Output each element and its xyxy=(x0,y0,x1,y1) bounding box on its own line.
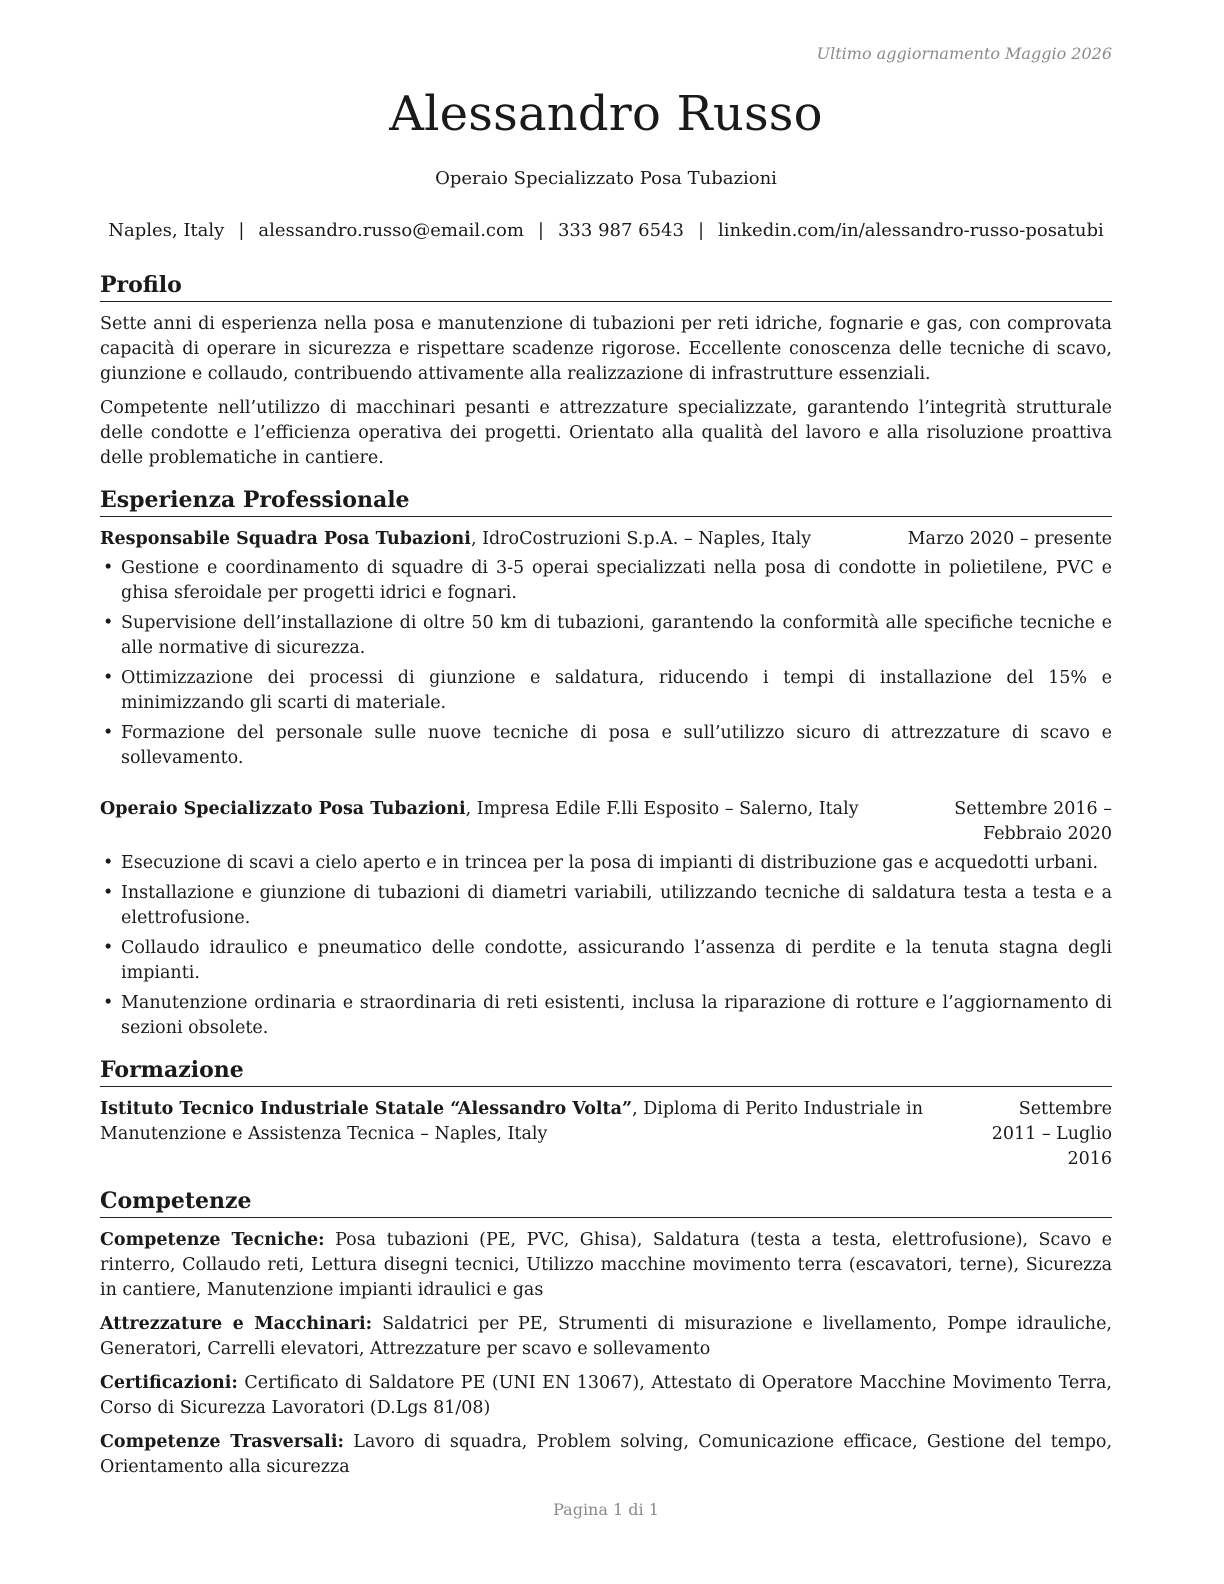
skill-group xyxy=(100,1312,1112,1362)
list-item: • Installazione e giunzione di tubazioni di diametri variabili, utilizzando tecniche di saldatura testa a testa e a elettrofusione. xyxy=(100,881,1112,931)
job-bullets xyxy=(100,851,1112,1041)
contact-email[interactable]: alessandro.russo@email.com xyxy=(258,220,524,241)
skill-group xyxy=(100,1430,1112,1480)
education-entry xyxy=(100,1097,1112,1172)
skill-text: Lavoro di squadra, Problem solving, Comunicazione efficace, Gestione del tempo, Orientamento alla sicurezza xyxy=(100,1432,1113,1477)
skill-label: Competenze Trasversali: xyxy=(100,1432,344,1452)
list-item: • Ottimizzazione dei processi di giunzione e saldatura, riducendo i tempi di installazione del 15% e minimizzando gli scarti di materiale. xyxy=(100,666,1112,716)
list-item: • Gestione e coordinamento di squadre di 3-5 operai specializzati nella posa di condotte in polietilene, PVC e ghisa sferoidale per progetti idrici e fognari. xyxy=(100,556,1112,606)
experience-section xyxy=(100,485,1112,1041)
contact-line xyxy=(100,220,1112,241)
list-item: • Supervisione dell’installazione di oltre 50 km di tubazioni, garantendo la conformità alle specifiche tecniche e alle normative di sicurezza. xyxy=(100,611,1112,661)
profile-paragraph: Competente nell’utilizzo di macchinari pesanti e attrezzature specializzate, garantendo l’integrità strutturale delle condotte e l’efficienza operativa dei progetti. Orientato alla qualità del lavoro e alla risoluzione proattiva delle problematiche in cantiere. xyxy=(100,398,1112,468)
contact-separator: | xyxy=(238,220,245,241)
job-entry xyxy=(100,527,1112,771)
candidate-headline: Operaio Specializzato Posa Tubazioni xyxy=(435,168,777,189)
job-dates: Marzo 2020 – presente xyxy=(907,529,1112,549)
resume-content xyxy=(100,270,1112,1494)
education-degree: , Diploma di Perito Industriale in Manutenzione e Assistenza Tecnica – Naples, Italy xyxy=(100,1099,923,1144)
job-bullets xyxy=(100,556,1112,771)
skill-text: Posa tubazioni (PE, PVC, Ghisa), Saldatura (testa a testa, elettrofusione), Scavo e rinterro, Collaudo reti, Lettura disegni tecnici, Utilizzo macchine movimento terra (escavatori, terne), Sicurezza in cantiere, Manutenzione impianti idraulici e gas xyxy=(100,1230,1112,1300)
education-school: Istituto Tecnico Industriale Statale “Alessandro Volta” xyxy=(100,1099,633,1119)
skills-heading: Competenze xyxy=(100,1186,1112,1218)
job-role: Operaio Specializzato Posa Tubazioni xyxy=(100,799,466,819)
page-number: Pagina 1 di 1 xyxy=(553,1500,659,1519)
job-title-line xyxy=(100,797,859,822)
job-company: , Impresa Edile F.lli Esposito – Salerno, Italy xyxy=(465,799,859,819)
list-item: • Formazione del personale sulle nuove tecniche di posa e sull’utilizzo sicuro di attrezzature di scavo e sollevamento. xyxy=(100,721,1112,771)
last-updated-note: Ultimo aggiornamento Maggio 2026 xyxy=(816,44,1112,63)
skill-text: Certificato di Saldatore PE (UNI EN 13067), Attestato di Operatore Macchine Movimento Terra, Corso di Sicurezza Lavoratori (D.Lgs 81/08) xyxy=(100,1373,1112,1418)
job-company: , IdroCostruzioni S.p.A. – Naples, Italy xyxy=(470,529,812,549)
job-title-line xyxy=(100,527,811,552)
skill-text: Saldatrici per PE, Strumenti di misurazione e livellamento, Pompe idrauliche, Generatori, Carrelli elevatori, Attrezzature per scavo e sollevamento xyxy=(100,1314,1112,1359)
list-item: • Manutenzione ordinaria e straordinaria di reti esistenti, inclusa la riparazione di rotture e l’aggiornamento di sezioni obsolete. xyxy=(100,991,1112,1041)
list-item: • Collaudo idraulico e pneumatico delle condotte, assicurando l’assenza di perdite e la tenuta stagna degli impianti. xyxy=(100,936,1112,986)
profile-section xyxy=(100,270,1112,471)
skill-label: Attrezzature e Macchinari: xyxy=(100,1314,373,1334)
profile-paragraph: Sette anni di esperienza nella posa e manutenzione di tubazioni per reti idriche, fognarie e gas, con comprovata capacità di operare in sicurezza e rispettare scadenze rigorose. Eccellente conoscenza delle tecniche di scavo, giunzione e collaudo, contribuendo attivamente alla realizzazione di infrastrutture essenziali. xyxy=(100,314,1112,384)
skill-label: Competenze Tecniche: xyxy=(100,1230,325,1250)
contact-location: Naples, Italy xyxy=(108,220,225,241)
education-heading: Formazione xyxy=(100,1055,1112,1087)
education-section xyxy=(100,1055,1112,1172)
education-title-line xyxy=(100,1097,973,1172)
skill-label: Certificazioni: xyxy=(100,1373,238,1393)
contact-phone[interactable]: 333 987 6543 xyxy=(557,220,684,241)
profile-heading: Profilo xyxy=(100,270,1112,302)
job-header xyxy=(100,797,1112,847)
resume-page xyxy=(100,0,1112,1584)
list-item: • Esecuzione di scavi a cielo aperto e in trincea per la posa di impianti di distribuzione gas e acquedotti urbani. xyxy=(100,851,1112,876)
contact-linkedin[interactable]: linkedin.com/in/alessandro-russo-posatubi xyxy=(718,220,1104,241)
job-header xyxy=(100,527,1112,552)
candidate-name: Alessandro Russo xyxy=(389,86,823,142)
skill-group xyxy=(100,1228,1112,1303)
skill-group xyxy=(100,1371,1112,1421)
experience-heading: Esperienza Professionale xyxy=(100,485,1112,517)
contact-separator: | xyxy=(697,220,705,241)
job-role: Responsabile Squadra Posa Tubazioni xyxy=(100,529,471,549)
job-entry xyxy=(100,797,1112,1041)
education-dates: Settembre 2011 – Luglio 2016 xyxy=(991,1099,1112,1169)
skills-section xyxy=(100,1186,1112,1480)
contact-separator: | xyxy=(537,220,544,241)
job-dates: Settembre 2016 – Febbraio 2020 xyxy=(954,799,1112,844)
